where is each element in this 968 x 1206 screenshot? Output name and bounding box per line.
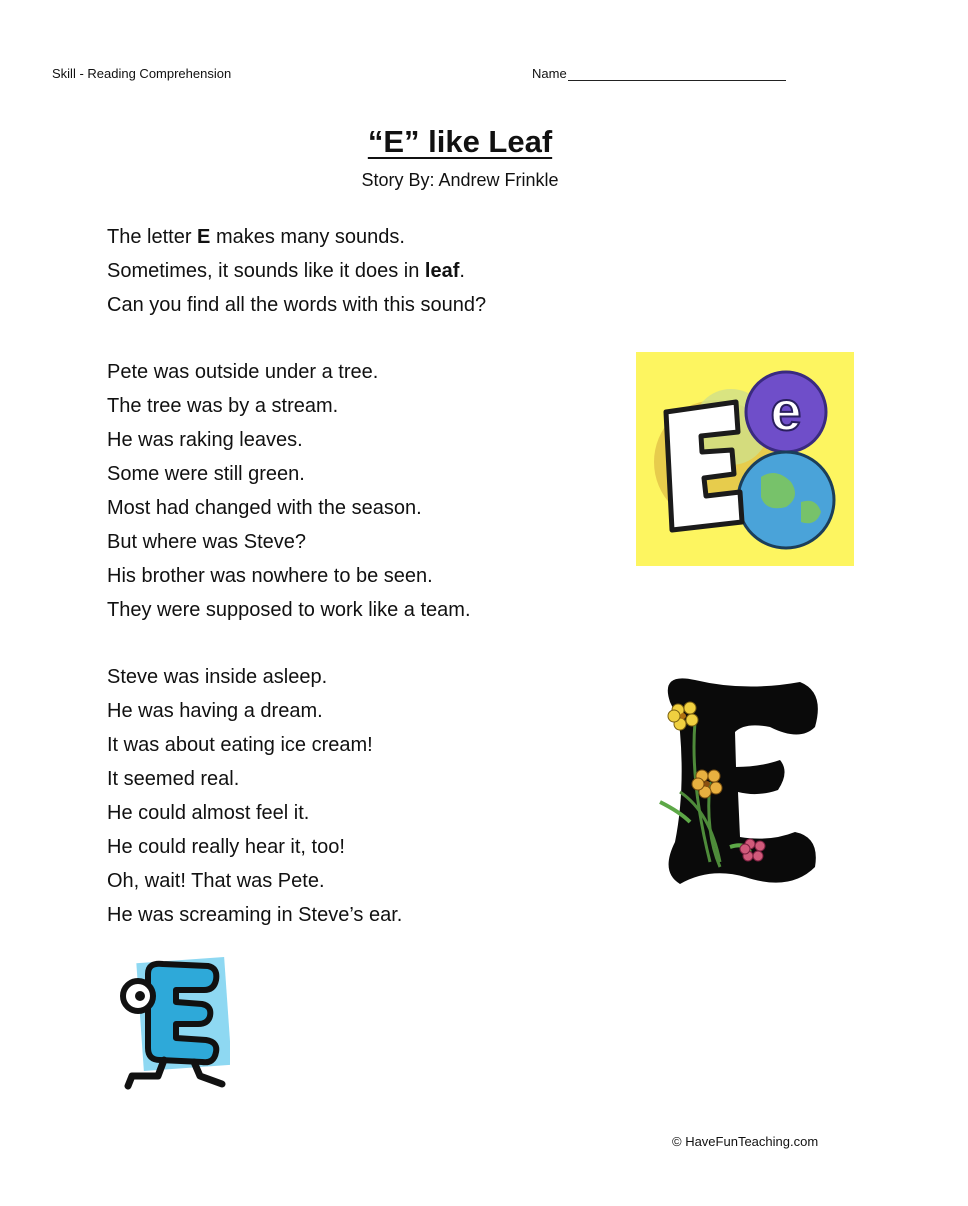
- story-line: The tree was by a stream.: [107, 395, 339, 417]
- story-line: Some were still green.: [107, 463, 305, 485]
- story-line: It seemed real.: [107, 768, 240, 790]
- story-line: It was about eating ice cream!: [107, 734, 373, 756]
- story-line: He was raking leaves.: [107, 429, 303, 451]
- story-line: They were supposed to work like a team.: [107, 599, 471, 621]
- copyright-footer: © HaveFunTeaching.com: [672, 1134, 819, 1149]
- story-line: Steve was inside asleep.: [107, 666, 328, 688]
- story-paragraph-2: [107, 660, 402, 932]
- skill-label: Skill - Reading Comprehension: [52, 66, 232, 81]
- floral-e-illustration: [650, 672, 825, 894]
- story-line: Pete was outside under a tree.: [107, 361, 379, 383]
- story-line: Oh, wait! That was Pete.: [107, 870, 325, 892]
- intro-line: Can you find all the words with this sound?: [107, 294, 487, 316]
- story-line: He was having a dream.: [107, 700, 323, 722]
- story-paragraph-1: [107, 355, 471, 627]
- story-title-text: “E” like Leaf: [367, 124, 553, 159]
- story-line: His brother was nowhere to be seen.: [107, 565, 433, 587]
- intro-line: Sometimes, it sounds like it does in leaf.: [107, 260, 465, 282]
- name-line: [568, 68, 786, 81]
- story-title: [0, 124, 920, 160]
- ee-globe-illustration: [636, 352, 854, 566]
- story-line: He could really hear it, too!: [107, 836, 345, 858]
- svg-text:e: e: [770, 379, 802, 442]
- intro-paragraph: [107, 220, 486, 322]
- story-byline: Story By: Andrew Frinkle: [361, 170, 559, 190]
- name-label: Name: [532, 66, 567, 81]
- story-line: He could almost feel it.: [107, 802, 310, 824]
- story-line: He was screaming in Steve’s ear.: [107, 904, 403, 926]
- story-line: Most had changed with the season.: [107, 497, 422, 519]
- story-line: But where was Steve?: [107, 531, 306, 553]
- name-field: [532, 66, 786, 81]
- intro-line: The letter E makes many sounds.: [107, 226, 405, 248]
- walking-e-illustration: [118, 952, 230, 1092]
